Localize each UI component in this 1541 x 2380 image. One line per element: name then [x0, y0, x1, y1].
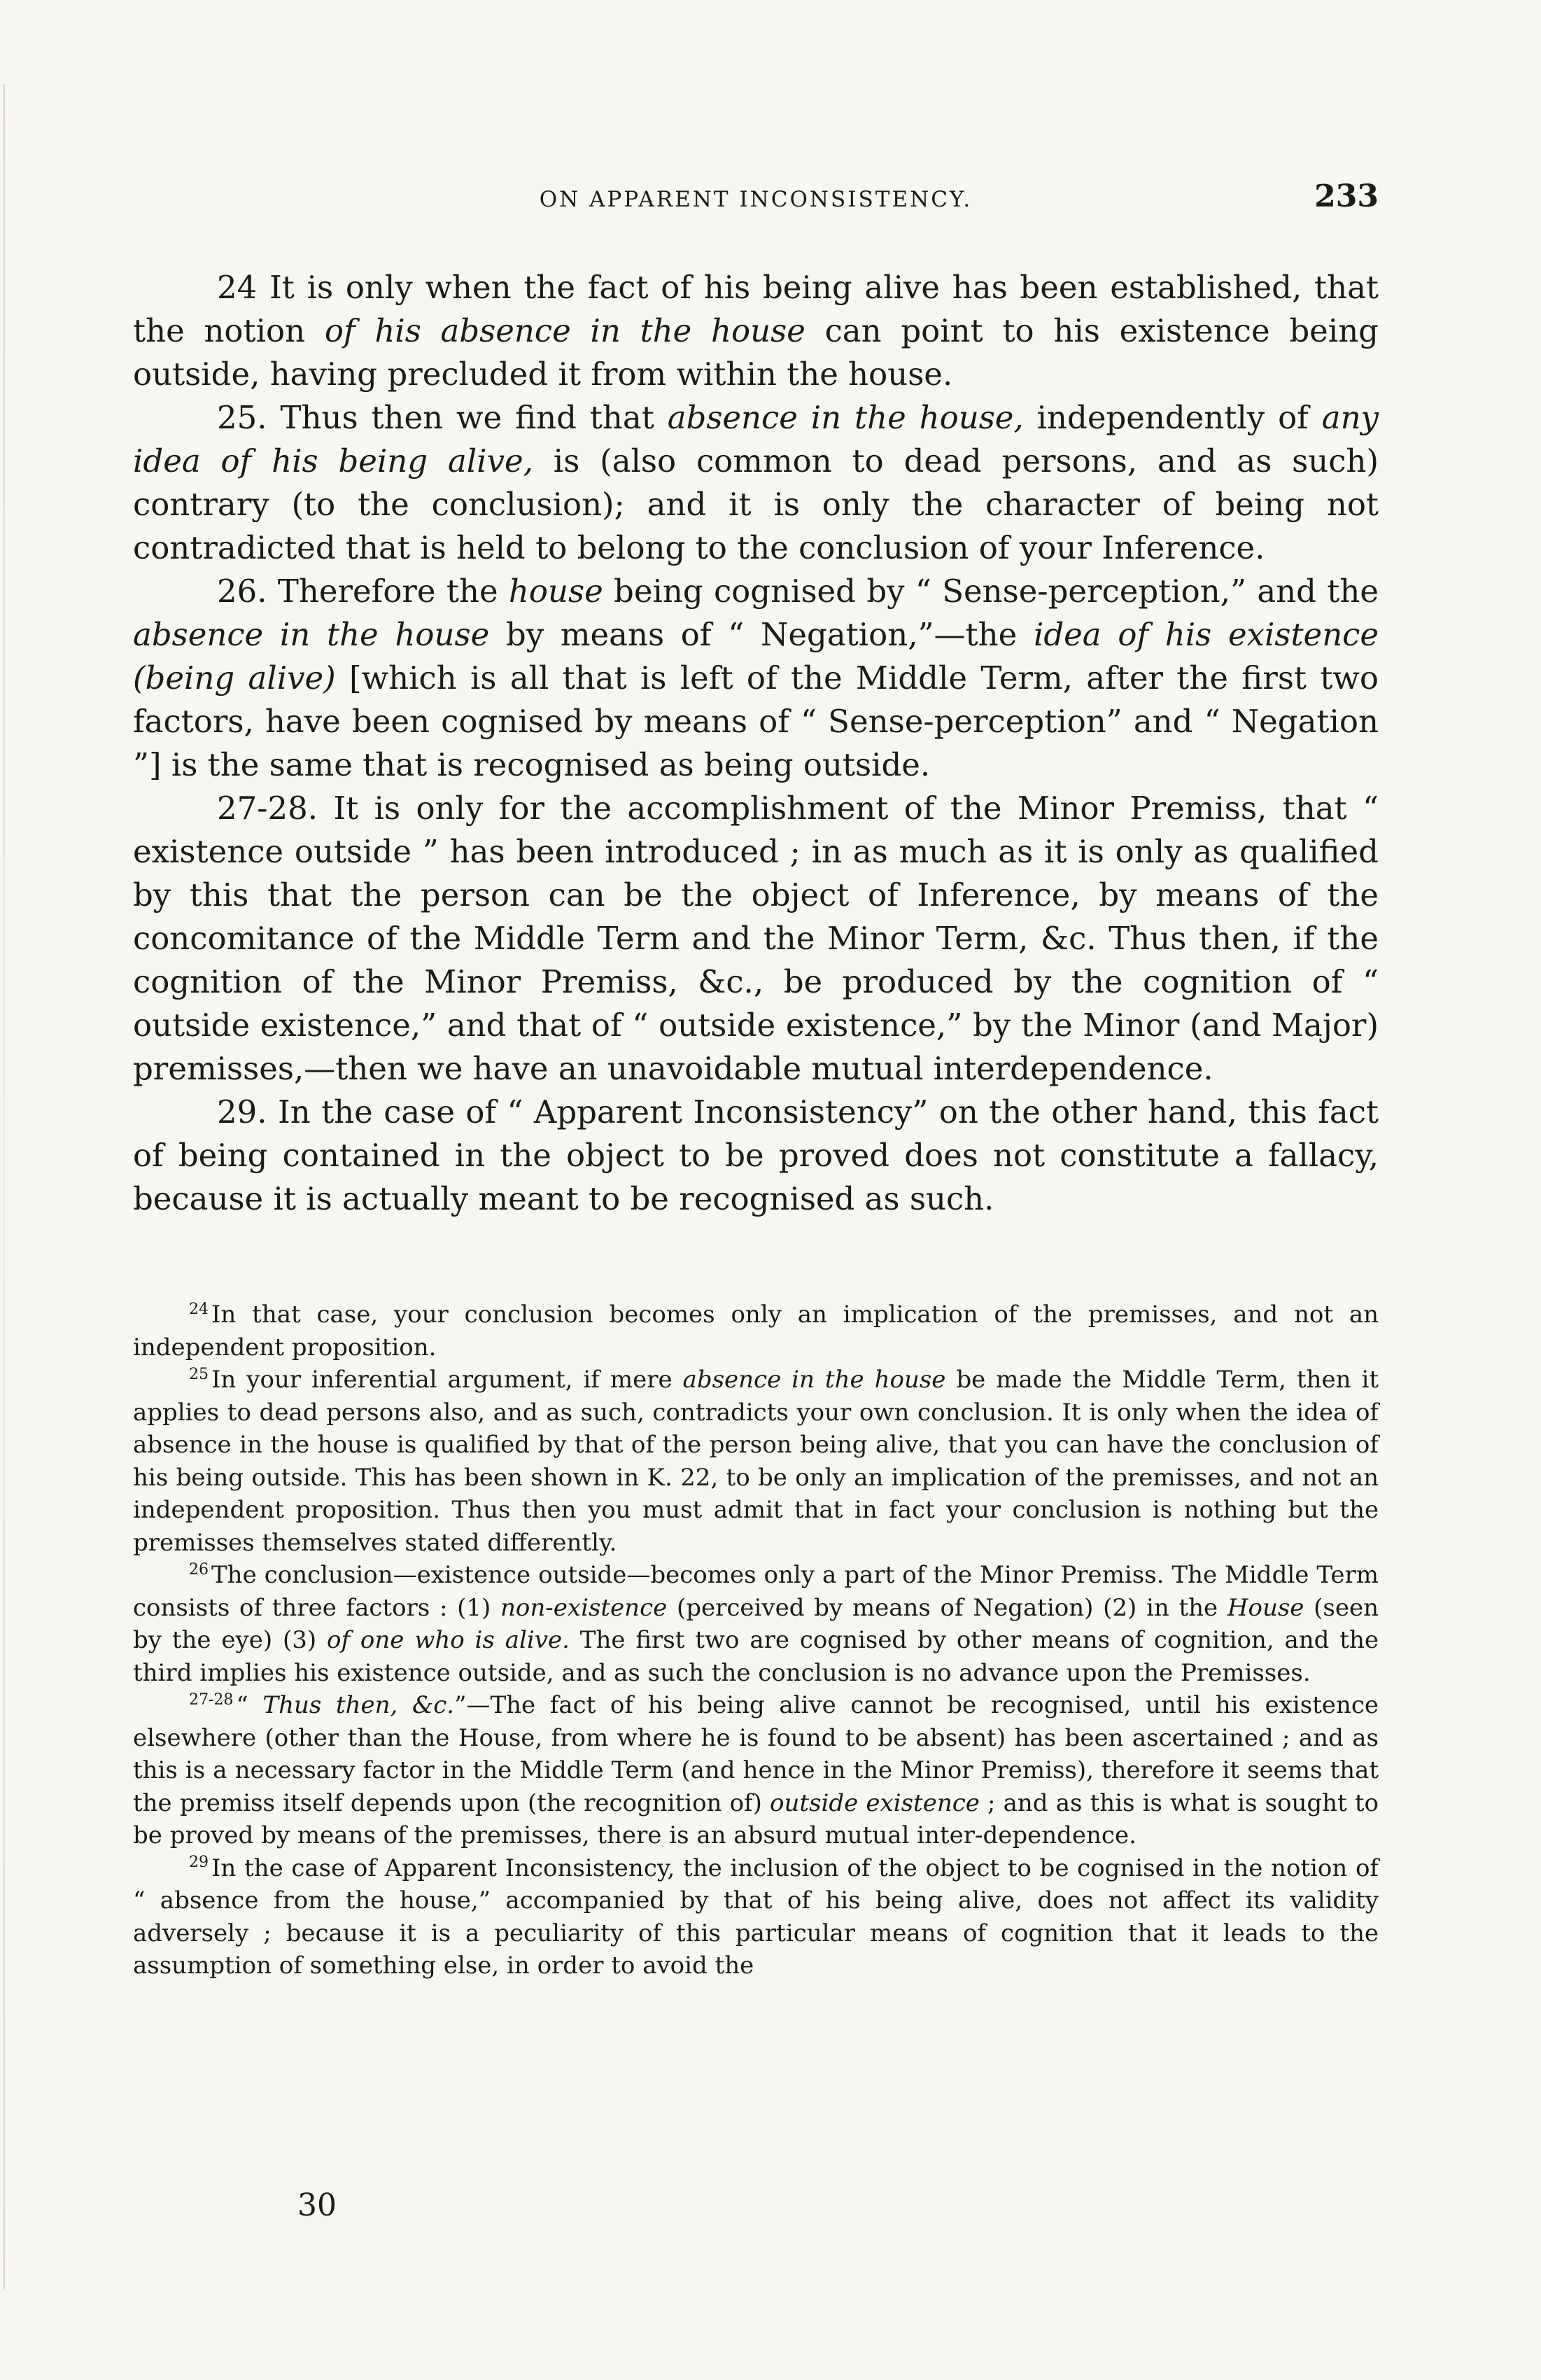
text-run: ; and as this is what is sought to be proved by means of the premisses, there is an absurd mutual inter-dependence. — [133, 1788, 1379, 1849]
text-run: 27-28. It is only for the accomplishment of the Minor Premiss, that “ existence outside ” has been introduced ; in as much as it is only as qualified by this that the person can be the object of Inference, by means of the concomitance of the Middle Term and the Minor Term, &c. Thus then, if the cognition of the Minor Premiss, &c., be produced by the cognition of “ outside existence,” and that of “ outside existence,” by the Minor (and Major) premisses,—then we have an unavoidable mutual interdependence. — [133, 790, 1379, 1087]
text-run: independently of — [1023, 399, 1322, 436]
text-run: 25. Thus then we find that — [217, 399, 668, 436]
text-run: The conclusion—existence outside—becomes only a part of the Minor Premiss. The Middle Term consists of three factors : (1) — [133, 1561, 1379, 1622]
italic-run: Thus then, &c. — [262, 1691, 455, 1719]
footnotes — [133, 1298, 1379, 1982]
page-number: 233 — [1314, 178, 1379, 214]
italic-run: outside existence — [770, 1788, 980, 1817]
footnote-25 — [133, 1364, 1379, 1559]
footnote-marker: 27-28 — [189, 1690, 234, 1709]
text-run: be made the Middle Term, then it applies to dead persons also, and as such, contradicts your own conclusion. It is only when the idea of absence in the house is qualified by that of the person being alive, that you can have the conclusion of his being outside. This has been shown in K. 22, to be only an implication of the premisses, and not an independent proposition. Thus then you must admit that in fact your conclusion is nothing but the premisses themselves stated differently. — [133, 1366, 1379, 1557]
italic-run: idea of his existence (being alive) — [133, 616, 1379, 696]
footnote-26 — [133, 1559, 1379, 1689]
footnote-27-28 — [133, 1689, 1379, 1852]
text-run: The first two are cognised by other means of cognition, and the third implies his existence outside, and as such the conclusion is no advance upon the Premisses. — [133, 1626, 1379, 1687]
text-run: 26. Therefore the — [217, 573, 509, 610]
italic-run: of one who is alive. — [326, 1626, 570, 1654]
footnote-marker: 25 — [189, 1365, 209, 1383]
text-run: “ — [236, 1691, 263, 1719]
text-run: can point to his existence being outside, having precluded it from within the house. — [133, 312, 1379, 393]
paragraph-29 — [133, 1091, 1379, 1221]
text-run: by means of “ Negation,”—the — [489, 616, 1034, 653]
paragraph-27-28 — [133, 787, 1379, 1091]
paragraph-26 — [133, 570, 1379, 787]
paragraph-24 — [133, 266, 1379, 396]
footnote-marker: 24 — [189, 1300, 209, 1318]
italic-run: absence in the house, — [667, 399, 1024, 436]
page-header — [133, 178, 1379, 227]
text-run: 29. In the case of “ Apparent Inconsistency” on the other hand, this fact of being contained in the object to be proved does not constitute a fallacy, because it is actually meant to be recognised as such. — [133, 1093, 1379, 1217]
text-run: [which is all that is left of the Middle Term, after the first two factors, have been cognised by means of “ Sense-perception” and “ Negation ”] is the same that is recognised as being outside. — [133, 659, 1379, 783]
text-run: (seen by the eye) (3) — [133, 1593, 1379, 1654]
italic-run: absence in the house — [682, 1366, 946, 1394]
text-run: being cognised by “ Sense-perception,” and the — [603, 573, 1379, 610]
italic-run: any idea of his being alive, — [133, 399, 1379, 479]
paragraph-25 — [133, 396, 1379, 570]
running-head: ON APPARENT INCONSISTENCY. — [539, 187, 973, 212]
footnote-24 — [133, 1298, 1379, 1364]
text-run: In your inferential argument, if mere — [211, 1366, 683, 1394]
text-run: In that case, your conclusion becomes only an implication of the premisses, and not an independent proposition. — [133, 1301, 1379, 1362]
text-run: (perceived by means of Negation) (2) in the — [667, 1593, 1227, 1622]
text-run: is (also common to dead persons, and as such) contrary (to the conclusion); and it is only the character of being not contradicted that is held to belong to the conclusion of your Inference. — [133, 442, 1379, 566]
signature-mark: 30 — [297, 2188, 337, 2223]
italic-run: House — [1227, 1593, 1304, 1622]
footnote-marker: 26 — [189, 1560, 209, 1578]
italic-run: of his absence in the house — [324, 312, 805, 349]
footnote-29 — [133, 1852, 1379, 1982]
footnote-marker: 29 — [189, 1854, 209, 1872]
main-text — [133, 266, 1379, 1221]
italic-run: absence in the house — [133, 616, 490, 653]
italic-run: house — [508, 573, 603, 610]
text-run: In the case of Apparent Inconsistency, the inclusion of the object to be cognised in the notion of “ absence from the house,” accompanied by that of his being alive, does not affect its validity adversely ; because it is a peculiarity of this particular means of cognition that it leads to the assumption of something else, in order to avoid the — [133, 1854, 1379, 1980]
text-run: ”—The fact of his being alive cannot be recognised, until his existence elsewhere (other than the House, from where he is found to be absent) has been ascertained ; and as this is a necessary factor in the Middle Term (and hence in the Minor Premiss), therefore it seems that the premiss itself depends upon (the recognition of) — [133, 1691, 1379, 1817]
text-run: 24 It is only when the fact of his being alive has been established, that the notion — [133, 269, 1379, 349]
scan-edge-shadow — [3, 84, 5, 2289]
italic-run: non-existence — [500, 1593, 668, 1622]
